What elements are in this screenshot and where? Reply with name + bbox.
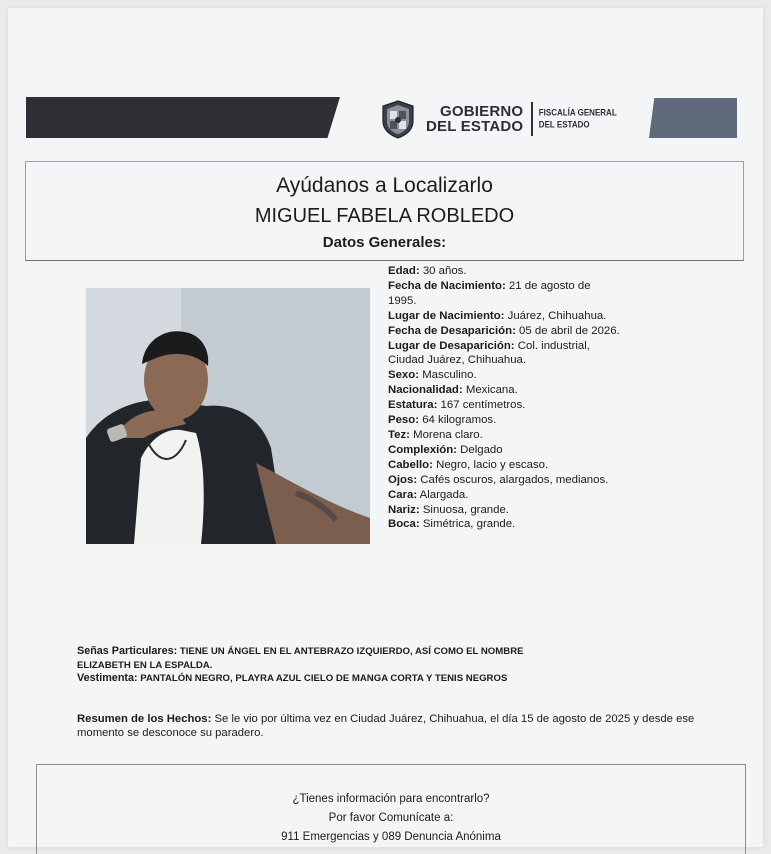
detail-fecha-nacimiento-cont: 1995. xyxy=(388,294,417,307)
senas-line-2: ELIZABETH EN LA ESPALDA. xyxy=(77,659,213,671)
person-photo xyxy=(86,288,370,544)
gobierno-del-estado-text: GOBIERNO DEL ESTADO xyxy=(426,103,524,135)
summary-of-events: Resumen de los Hechos: Se le vio por última vez en Ciudad Juárez, Chihuahua, el día 15 de agosto de 2025 y desde ese momento se desconoce su paradero. xyxy=(77,713,695,739)
detail-tez: Tez: Morena claro. xyxy=(388,428,483,441)
detail-nariz: Nariz: Sinuosa, grande. xyxy=(388,503,509,516)
contact-numbers: 911 Emergencias y 089 Denuncia Anónima xyxy=(281,831,501,843)
general-data-list xyxy=(388,264,688,532)
detail-edad: Edad: 30 años. xyxy=(388,265,467,277)
header-band-left xyxy=(26,97,340,138)
person-name: MIGUEL FABELA ROBLEDO xyxy=(254,205,515,227)
fiscalia-text: FISCALÍA GENERAL DEL ESTADO xyxy=(538,107,617,130)
person-silhouette-icon xyxy=(86,288,370,544)
logo-divider xyxy=(531,102,533,136)
headline: Ayúdanos a Localizarlo xyxy=(276,174,493,197)
detail-complexion: Complexión: Delgado xyxy=(388,443,503,456)
detail-peso: Peso: 64 kilogramos. xyxy=(388,414,497,427)
title-box xyxy=(25,161,744,261)
detail-fecha-nacimiento: Fecha de Nacimiento: 21 de agosto de xyxy=(388,279,591,292)
section-title: Datos Generales: xyxy=(322,234,447,251)
detail-cara: Cara: Alargada. xyxy=(388,488,469,501)
detail-estatura: Estatura: 167 centímetros. xyxy=(388,399,526,412)
detail-fecha-desaparicion: Fecha de Desaparición: 05 de abril de 2026. xyxy=(388,324,620,337)
distinguishing-marks xyxy=(77,645,717,686)
detail-lugar-desaparicion-cont: Ciudad Juárez, Chihuahua. xyxy=(388,354,527,367)
detail-ojos: Ojos: Cafés oscuros, alargados, medianos. xyxy=(388,473,609,486)
contact-box xyxy=(36,764,746,854)
contact-question: ¿Tienes información para encontrarlo? xyxy=(292,793,490,805)
header-band-right xyxy=(649,98,737,138)
state-seal-icon xyxy=(378,99,418,139)
detail-lugar-desaparicion: Lugar de Desaparición: Col. industrial, xyxy=(388,339,590,352)
detail-lugar-nacimiento: Lugar de Nacimiento: Juárez, Chihuahua. xyxy=(388,309,607,322)
senas-line-1: Señas Particulares: TIENE UN ÁNGEL EN EL ANTEBRAZO IZQUIERDO, ASÍ COMO EL NOMBRE xyxy=(77,645,524,657)
detail-nacionalidad: Nacionalidad: Mexicana. xyxy=(388,384,518,397)
vestimenta-line: Vestimenta: PANTALÓN NEGRO, PLAYRA AZUL CIELO DE MANGA CORTA Y TENIS NEGROS xyxy=(77,672,508,685)
detail-cabello: Cabello: Negro, lacio y escaso. xyxy=(388,458,549,471)
government-logo xyxy=(378,99,617,139)
detail-boca: Boca: Simétrica, grande. xyxy=(388,518,516,531)
detail-sexo: Sexo: Masculino. xyxy=(388,369,477,382)
contact-request: Por favor Comunícate a: xyxy=(328,812,454,824)
